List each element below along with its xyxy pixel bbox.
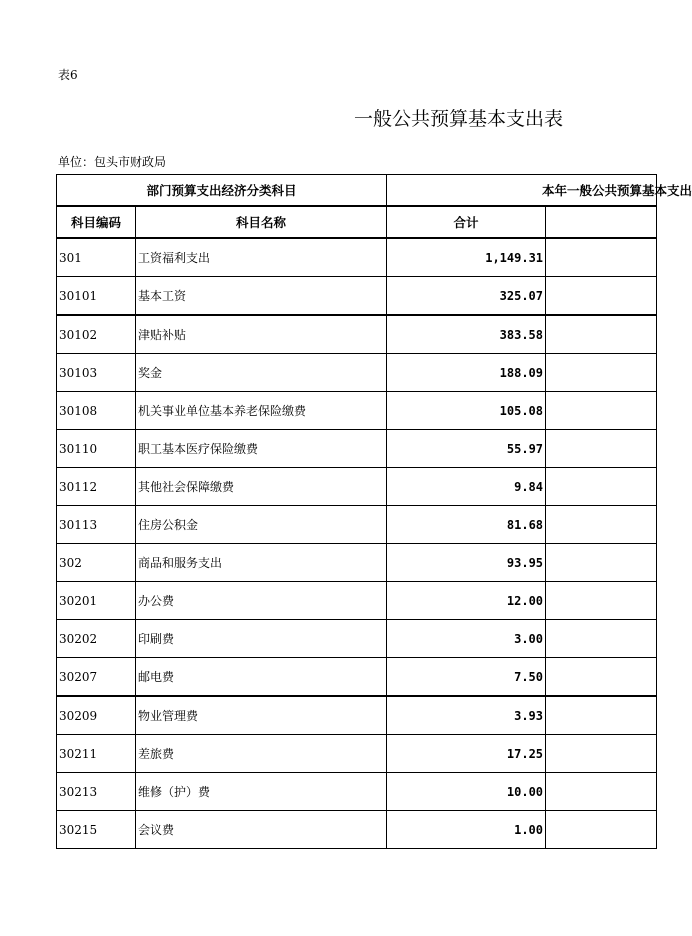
table-row <box>57 811 657 849</box>
row-name: 奖金 <box>136 354 387 392</box>
table-row <box>57 506 657 544</box>
table-row <box>57 468 657 506</box>
row-total: 7.50 <box>387 658 546 697</box>
table-row <box>57 696 657 735</box>
row-total: 17.25 <box>387 735 546 773</box>
row-code: 30201 <box>57 582 136 620</box>
table-row <box>57 544 657 582</box>
page-title: 一般公共预算基本支出表 <box>354 108 564 130</box>
row-code: 302 <box>57 544 136 582</box>
row-extra <box>546 430 657 468</box>
table-row <box>57 354 657 392</box>
row-name: 印刷费 <box>136 620 387 658</box>
row-code: 30102 <box>57 315 136 354</box>
row-extra <box>546 506 657 544</box>
row-name: 津贴补贴 <box>136 315 387 354</box>
row-total: 55.97 <box>387 430 546 468</box>
row-total: 81.68 <box>387 506 546 544</box>
row-code: 30211 <box>57 735 136 773</box>
row-total: 188.09 <box>387 354 546 392</box>
row-name: 基本工资 <box>136 277 387 316</box>
table-row <box>57 658 657 697</box>
row-extra <box>546 696 657 735</box>
row-total: 1.00 <box>387 811 546 849</box>
unit-label: 单位：包头市财政局 <box>58 155 167 169</box>
row-total: 10.00 <box>387 773 546 811</box>
row-total: 325.07 <box>387 277 546 316</box>
table-row <box>57 620 657 658</box>
row-name: 机关事业单位基本养老保险缴费 <box>136 392 387 430</box>
row-total: 3.93 <box>387 696 546 735</box>
column-header-name: 科目名称 <box>136 206 387 238</box>
row-code: 30202 <box>57 620 136 658</box>
row-extra <box>546 238 657 277</box>
row-code: 30108 <box>57 392 136 430</box>
row-name: 职工基本医疗保险缴费 <box>136 430 387 468</box>
row-extra <box>546 773 657 811</box>
row-total: 93.95 <box>387 544 546 582</box>
row-total: 9.84 <box>387 468 546 506</box>
row-name: 其他社会保障缴费 <box>136 468 387 506</box>
row-name: 住房公积金 <box>136 506 387 544</box>
header-row-columns <box>57 206 657 238</box>
next-group-header: 本年一般公共预算基本支出 <box>387 175 657 207</box>
row-extra <box>546 468 657 506</box>
row-code: 30110 <box>57 430 136 468</box>
expenditure-table <box>56 174 692 849</box>
row-extra <box>546 392 657 430</box>
column-header-extra <box>546 206 657 238</box>
row-code: 30207 <box>57 658 136 697</box>
row-code: 30213 <box>57 773 136 811</box>
row-code: 30112 <box>57 468 136 506</box>
row-total: 105.08 <box>387 392 546 430</box>
row-extra <box>546 277 657 316</box>
row-name: 维修（护）费 <box>136 773 387 811</box>
table-row <box>57 277 657 316</box>
table-row <box>57 582 657 620</box>
row-extra <box>546 658 657 697</box>
column-header-total: 合计 <box>387 206 546 238</box>
row-name: 会议费 <box>136 811 387 849</box>
header-row-group <box>57 175 657 207</box>
row-extra <box>546 735 657 773</box>
row-code: 30215 <box>57 811 136 849</box>
group-header: 部门预算支出经济分类科目 <box>57 175 387 207</box>
row-code: 30103 <box>57 354 136 392</box>
table-row <box>57 392 657 430</box>
row-extra <box>546 315 657 354</box>
table-number: 表6 <box>58 68 78 82</box>
row-total: 12.00 <box>387 582 546 620</box>
table-row <box>57 315 657 354</box>
row-total: 3.00 <box>387 620 546 658</box>
row-extra <box>546 354 657 392</box>
row-name: 办公费 <box>136 582 387 620</box>
row-extra <box>546 582 657 620</box>
row-total: 383.58 <box>387 315 546 354</box>
row-name: 物业管理费 <box>136 696 387 735</box>
row-extra <box>546 620 657 658</box>
row-code: 30113 <box>57 506 136 544</box>
table-row <box>57 735 657 773</box>
row-code: 30101 <box>57 277 136 316</box>
row-extra <box>546 544 657 582</box>
table-row <box>57 430 657 468</box>
row-name: 商品和服务支出 <box>136 544 387 582</box>
row-code: 301 <box>57 238 136 277</box>
table-row <box>57 238 657 277</box>
row-name: 差旅费 <box>136 735 387 773</box>
table-row <box>57 773 657 811</box>
row-total: 1,149.31 <box>387 238 546 277</box>
row-extra <box>546 811 657 849</box>
column-header-code: 科目编码 <box>57 206 136 238</box>
row-name: 邮电费 <box>136 658 387 697</box>
row-code: 30209 <box>57 696 136 735</box>
table-body <box>57 238 657 849</box>
row-name: 工资福利支出 <box>136 238 387 277</box>
